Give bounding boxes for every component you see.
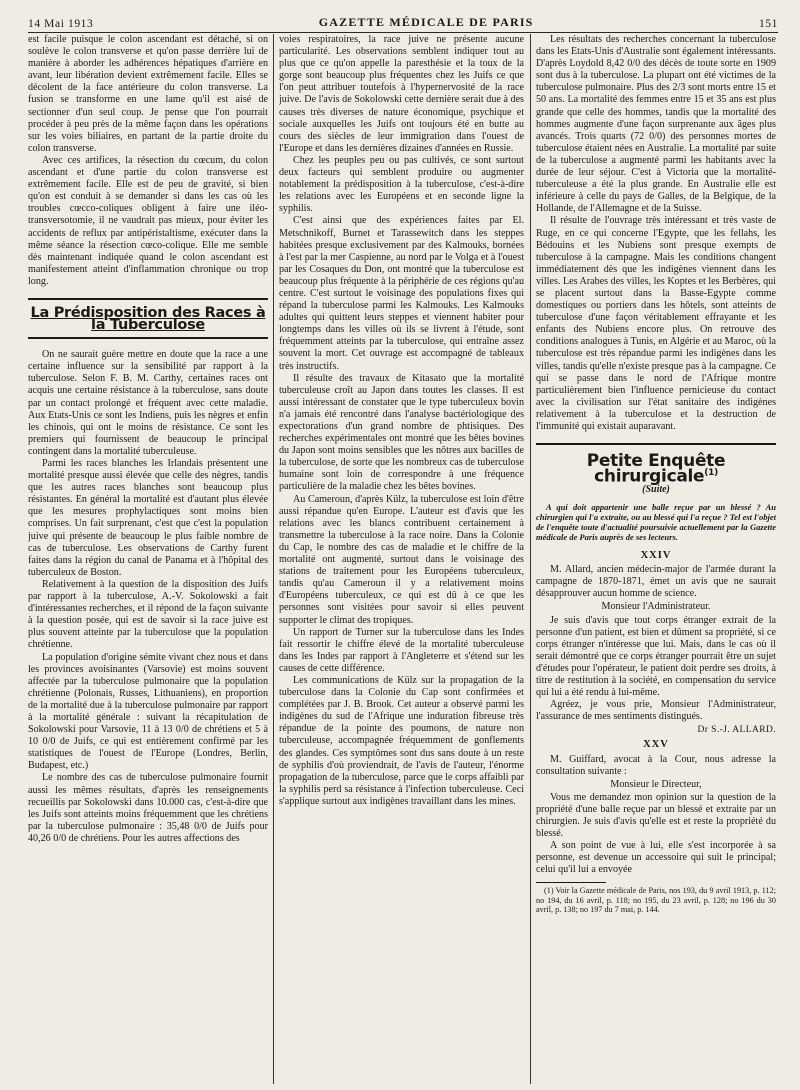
letter-paragraph: Je suis d'avis que tout corps étranger extrait de la personne d'un patient, est bien et dûment sa propriété, si ce corps étranger n'intéresse que lui. Mais, dans le cas où il serait démontré que ce corps étranger pourrait être un sujet d'études pour l'opérateur, le patient doit perdre ses droits, à titre de restitution à la société, en compensation du service qui lui a été rendu à lui-même.: [536, 614, 776, 699]
footnote: (1) Voir la Gazette médicale de Paris, nos 193, du 9 avril 1913, p. 112; no 194, du 16 avril, p. 118; no 195, du 23 avril, p. 128; no 196 du 30 avril, p. 138; no 197 du 7 mai, p. 144.: [536, 886, 776, 915]
paragraph: Chez les peuples peu ou pas cultivés, ce sont surtout deux facteurs qui semblent produire ou augmenter notablement la prédisposition à la tuberculose, c'est-à-dire les relations avec les Européens et en seconde ligne la syphilis.: [279, 154, 524, 215]
paragraph: Il résulte de l'ouvrage très intéressant et très vaste de Ruge, en ce qui concerne l'Egypte, que les fellahs, les Bédouins et les Nubiens sont presque exempts de tuberculose à la campagne. Mais les conditions changent immédiatement dès que les indigènes viennent dans les villes. Les Arabes des villes, les Koptes et les Berbères, qui se placent surtout dans la Basse-Egypte comme domestiques ou portiers dans les hôtels, sont atteints de tuberculose d'une façon véritablement effrayante et les enfants des Nubiens encore plus. On retrouve des conditions analogues à Tunis, en Algérie et au Maroc, où la tuberculose est très répandue parmi les indigènes dans les villes, tandis qu'elle n'existe presque pas à la campagne. Ce qui se passe dans le nord de l'Afrique montre particulièrement bien l'influence pernicieuse du contact avec la civilisation sur l'état sanitaire des indigènes relativement à la tuberculose et la destruction de l'immunité qui existait auparavant.: [536, 215, 776, 432]
footnote-rule: [536, 882, 606, 883]
paragraph: Avec ces artifices, la résection du cœcum, du colon ascendant et d'une partie du colon transverse est extrêmement facile. Elle est de peu de gravité, si bien qu'on est conduit à se demander si dans les cas où les troubles cœcco-coliques obligent à faire une iléo-transversotomie, il ne vaudrait pas mieux, pour éviter les accidents de reflux par antipéristaltisme, exécuter dans la même séance la résection cœco-colique. Elle me semble dès maintenant indiquée quand le colon ascendant est manifestement atteint d'inflammation chronique ou trop long.: [28, 154, 268, 287]
letter-salutation: Monsieur le Directeur,: [610, 778, 702, 790]
letter-paragraph: Agréez, je vous prie, Monsieur l'Administrateur, l'assurance de mes sentiments distingués.: [536, 699, 776, 723]
column-2: [279, 34, 524, 1086]
enquete-title-text: Petite Enquête chirurgicale: [586, 451, 726, 487]
letter-salutation: Monsieur l'Administrateur.: [601, 601, 711, 613]
paragraph: La population d'origine sémite vivant chez nous et dans les provinces avoisinantes (Varsovie) est moins souvent affectée par la tuberculose pulmonaire que la population chrétienne (Polonais, Russes, Lithuaniens), en proportion de la mortalité due à la tuberculose pulmonaire par rapport à la mortalité générale : suivant la récapitulation de Sokolowski pour Varsovie, 11 à 13 0/0 de chrétiens et 5 à 10 0/0 de Juifs, ce qui est entièrement confirmé par les statistiques de l'ouest de l'Europe (Londres, Berlin, Budapest, etc.): [28, 651, 268, 772]
paragraph: voies respiratoires, la race juive ne présente aucune particularité. Les observations semblent indiquer tout au plus que ce qu'on appelle la paresthésie et la toux de la gorge sont beaucoup plus fréquentes chez les Juifs ce que l'on peut attribuer toutefois à l'hypernervosité de la race juive. De l'avis de Sokolowski cette dernière serait due à des causes très diverses de nature économique, psychique et sociale auxquelles les Juifs ont toujours été en butte au cours des siècles de leur immigration dans l'ouest de l'Europe et dans les dernières dizaines d'années en Russie.: [279, 34, 524, 154]
letter-opening: M. Guiffard, avocat à la Cour, nous adresse la consultation suivante :: [536, 753, 776, 777]
enquete-title: [536, 443, 776, 487]
column-1: [28, 34, 268, 1086]
paragraph: Les communications de Külz sur la propagation de la tuberculose dans la Colonie du Cap sont confirmées et complétées par J. B. Brook. Cet auteur a observé parmi les indigènes du sud de l'Afrique une induration fibreuse très répandue de la pointe des poumons, de nature non tuberculeuse, accompagnée fréquemment de gonflements des glandes. Ces symptômes sont dus sans doute à un reste de syphilis d'où proviendrait, de l'avis de l'auteur, l'énorme propagation de la tuberculose, parce que le corps affaibli par la syphilis perd sa résistance à l'infection tuberculeuse. Ceci s'applique surtout aux indigènes travaillant dans les mines.: [279, 674, 524, 807]
footnote-marker: (1): [704, 468, 718, 479]
paragraph: Au Cameroun, d'après Külz, la tuberculose est loin d'être aussi répandue qu'en Europe. L'auteur est d'avis que les relations avec les blancs contribuent certainement à transmettre la tuberculose à la race noire. Dans la Colonie du Cap, le nombre des cas de maladie et le chiffre de la mortalité ont augmenté, surtout dans le voisinage des stations de traitement pour les Européens tuberculeux, tandis qu'au Cameroun il y a relativement moins d'Européens tuberculeux, ce qui est dû à ce que les personnes sont visitées pour savoir si elles peuvent supporter le climat des tropiques.: [279, 493, 524, 626]
letter-number: XXV: [643, 739, 669, 751]
section-title: La Prédisposition des Races à la Tuberculose: [28, 298, 268, 339]
paragraph: Les résultats des recherches concernant la tuberculose dans les Etats-Unis d'Australie sont également intéressants. D'après Loydold 8,42 0/0 des décès de toute sorte en 1909 sont dus à la tuberculose. La plupart ont été victimes de la tuberculose pulmonaire. Plus des 2/3 sont morts entre 15 et 50 ans. La mortalité des femmes entre 15 et 35 ans est plus grande que celle des hommes, tandis que la mortalité des hommes augmente d'une façon surprenante aux âges plus avancés. Trois quarts (72 0/0) des personnes mortes de tuberculose étaient nées en Australie. La mortalité par suite de la tuberculose a augmenté parmi les habitants avec la durée de leur séjour. C'est à Victoria que la mortalité-tuberculeuse a été la plus grande. En Australie elle est inférieure à celle du pays de Galles, de la Belgique, de la Hollande, de l'Allemagne et de la Suisse.: [536, 34, 776, 215]
paragraph: Il résulte des travaux de Kitasato que la mortalité tuberculeuse croît au Japon dans toutes les classes. Il est aussi intéressant de constater que le type tuberculeux bovin n'a jamais été rencontré dans l'analyse bactériologique des expectorations d'un grand nombre de phtisiques. Des recherches expérimentales ont montré que les bêtes bovines du Japon sont moins sensibles que les nôtres aux bacilles de la tuberculose, de sorte que les nombreux cas de tuberculose humaine sont loin de correspondre à une fréquence particulière de la maladie chez les bêtes bovines.: [279, 372, 524, 493]
enquete-intro: [536, 502, 776, 542]
letter-signature: Dr S.-J. ALLARD.: [697, 725, 776, 736]
paragraph: Relativement à la question de la disposition des Juifs par rapport à la tuberculose, A.-V. Sokolowski a fait d'intéressantes recherches, et il répond de la façon suivante à la question posée, qui est de savoir si la race juive est plus souvent atteinte par la tuberculose que la population chrétienne.: [28, 578, 268, 651]
letter-number: XXIV: [640, 550, 672, 562]
paragraph: On ne saurait guère mettre en doute que la race a une certaine influence sur la sensibilité par rapport à la tuberculose. Selon F. B. M. Carthy, certaines races ont acquis une certaine résistance à la tuberculose, sans doute par un contact prolongé et fréquent avec cette maladie. Aux Etats-Unis ce sont les Indiens, puis les nègres et enfin les chinois, qui ont le moins de résistance. Ce sont les premiers qui fournissent de beaucoup le principal contingent dans la mortalité tuberculeuse.: [28, 349, 268, 457]
column-rule-left: [273, 34, 274, 1084]
paragraph: est facile puisque le colon ascendant est détaché, si on soulève le colon transverse et qu'on passe derrière lui de manière à aborder les adhérences hépatiques d'arrière en avant, leur libération devient extrêmement facile. Elles se décolent de la face antérieure du colon transverse. La fusion se transforme en une lame qu'il est aisé de sectionner d'un seul coup. Je pense que l'on pourrait procéder à peu près de la même façon dans les opérations sur les voies biliaires, en partant de la partie droite du colon transverse.: [28, 34, 268, 154]
letter-opening: M. Allard, ancien médecin-major de l'armée durant la campagne de 1870-1871, émet un avis que ne saurait désapprouver aucun homme de science.: [536, 564, 776, 600]
paragraph: Parmi les races blanches les Irlandais présentent une mortalité presque aussi élevée que celle des nègres, tandis que les autres races blanches sont beaucoup plus résistantes. En général la mortalité est d'autant plus élevée que les mesures prophylactiques sont moins bien comprises. Un fait surprenant, c'est que c'est la population juive qui présente de beaucoup le plus faible nombre de cas de tuberculose. Les observations de Carthy furent faites dans la région du canal de Panama et à l'hôpital des tuberculeux de Boston.: [28, 458, 268, 578]
letter-paragraph: Vous me demandez mon opinion sur la question de la propriété d'une balle reçue par un blessé et extraite par un chirurgien. Je suis d'avis qu'elle est et reste la propriété du blessé.: [536, 791, 776, 840]
paragraph: Le nombre des cas de tuberculose pulmonaire fournit aussi les mêmes résultats, d'après les renseignements recueillis par Sokolowski dans 10.000 cas, c'est-à-dire que les Juifs sont atteints moins fréquemment que les chrétiens par la tuberculose pulmonaire : 35,48 0/0 de Juifs pour 40,26 0/0 de chrétiens. Pour les autres affections des: [28, 772, 268, 844]
letter-paragraph: A son point de vue à lui, elle s'est incorporée à sa personne, est devenue un accessoire qui suit le principal; celui qu'il lui a envoyée: [536, 840, 776, 876]
paragraph: C'est ainsi que des expériences faites par El. Metschnikoff, Burnet et Tarassewitch dans les steppes habitées presque exclusivement par des Kalmouks, bornées à l'est par la mer Caspienne, au nord par le Volga et à l'ouest par les Cosaques du Don, ont montré que la tuberculose est beaucoup plus fréquente à la périphérie de ces régions qu'au centre. C'est surtout le voisinage des populations fixes qui répand la tuberculose parmi les Kalmouks. Les Kalmouks adultes qui quittent leurs steppes et viennent habiter pour longtemps dans les villes où ils se livrent à l'étude, sont fréquemment atteints par la tuberculose, qui entraîne assez souvent la mort. Cet ouvrage est accompagné de tableaux très instructifs.: [279, 215, 524, 372]
page-header: [28, 8, 778, 33]
paragraph: Un rapport de Turner sur la tuberculose dans les Indes fait ressortir le chiffre élevé de la mortalité tuberculeuse dans les Indes par rapport à l'Angleterre et s'étend sur les causes de cette différence.: [279, 626, 524, 674]
header-page-number: 151: [758, 18, 778, 30]
header-title: GAZETTE MÉDICALE DE PARIS: [318, 15, 534, 29]
column-rule-right: [530, 34, 531, 1084]
enquete-intro-text: A qui doit appartenir une balle reçue par un blessé ? Au chirurgien qui l'a extraite, ou au blessé qui l'a reçue ? Tel est l'objet de l'enquête toute d'actualité poursuivie actuellement par la Gazette médicale de Paris auprès de ses lecteurs.: [536, 502, 776, 543]
header-date: 14 Mai 1913: [28, 18, 94, 30]
column-3: [536, 34, 776, 1086]
enquete-subtitle: (Suite): [642, 483, 670, 495]
